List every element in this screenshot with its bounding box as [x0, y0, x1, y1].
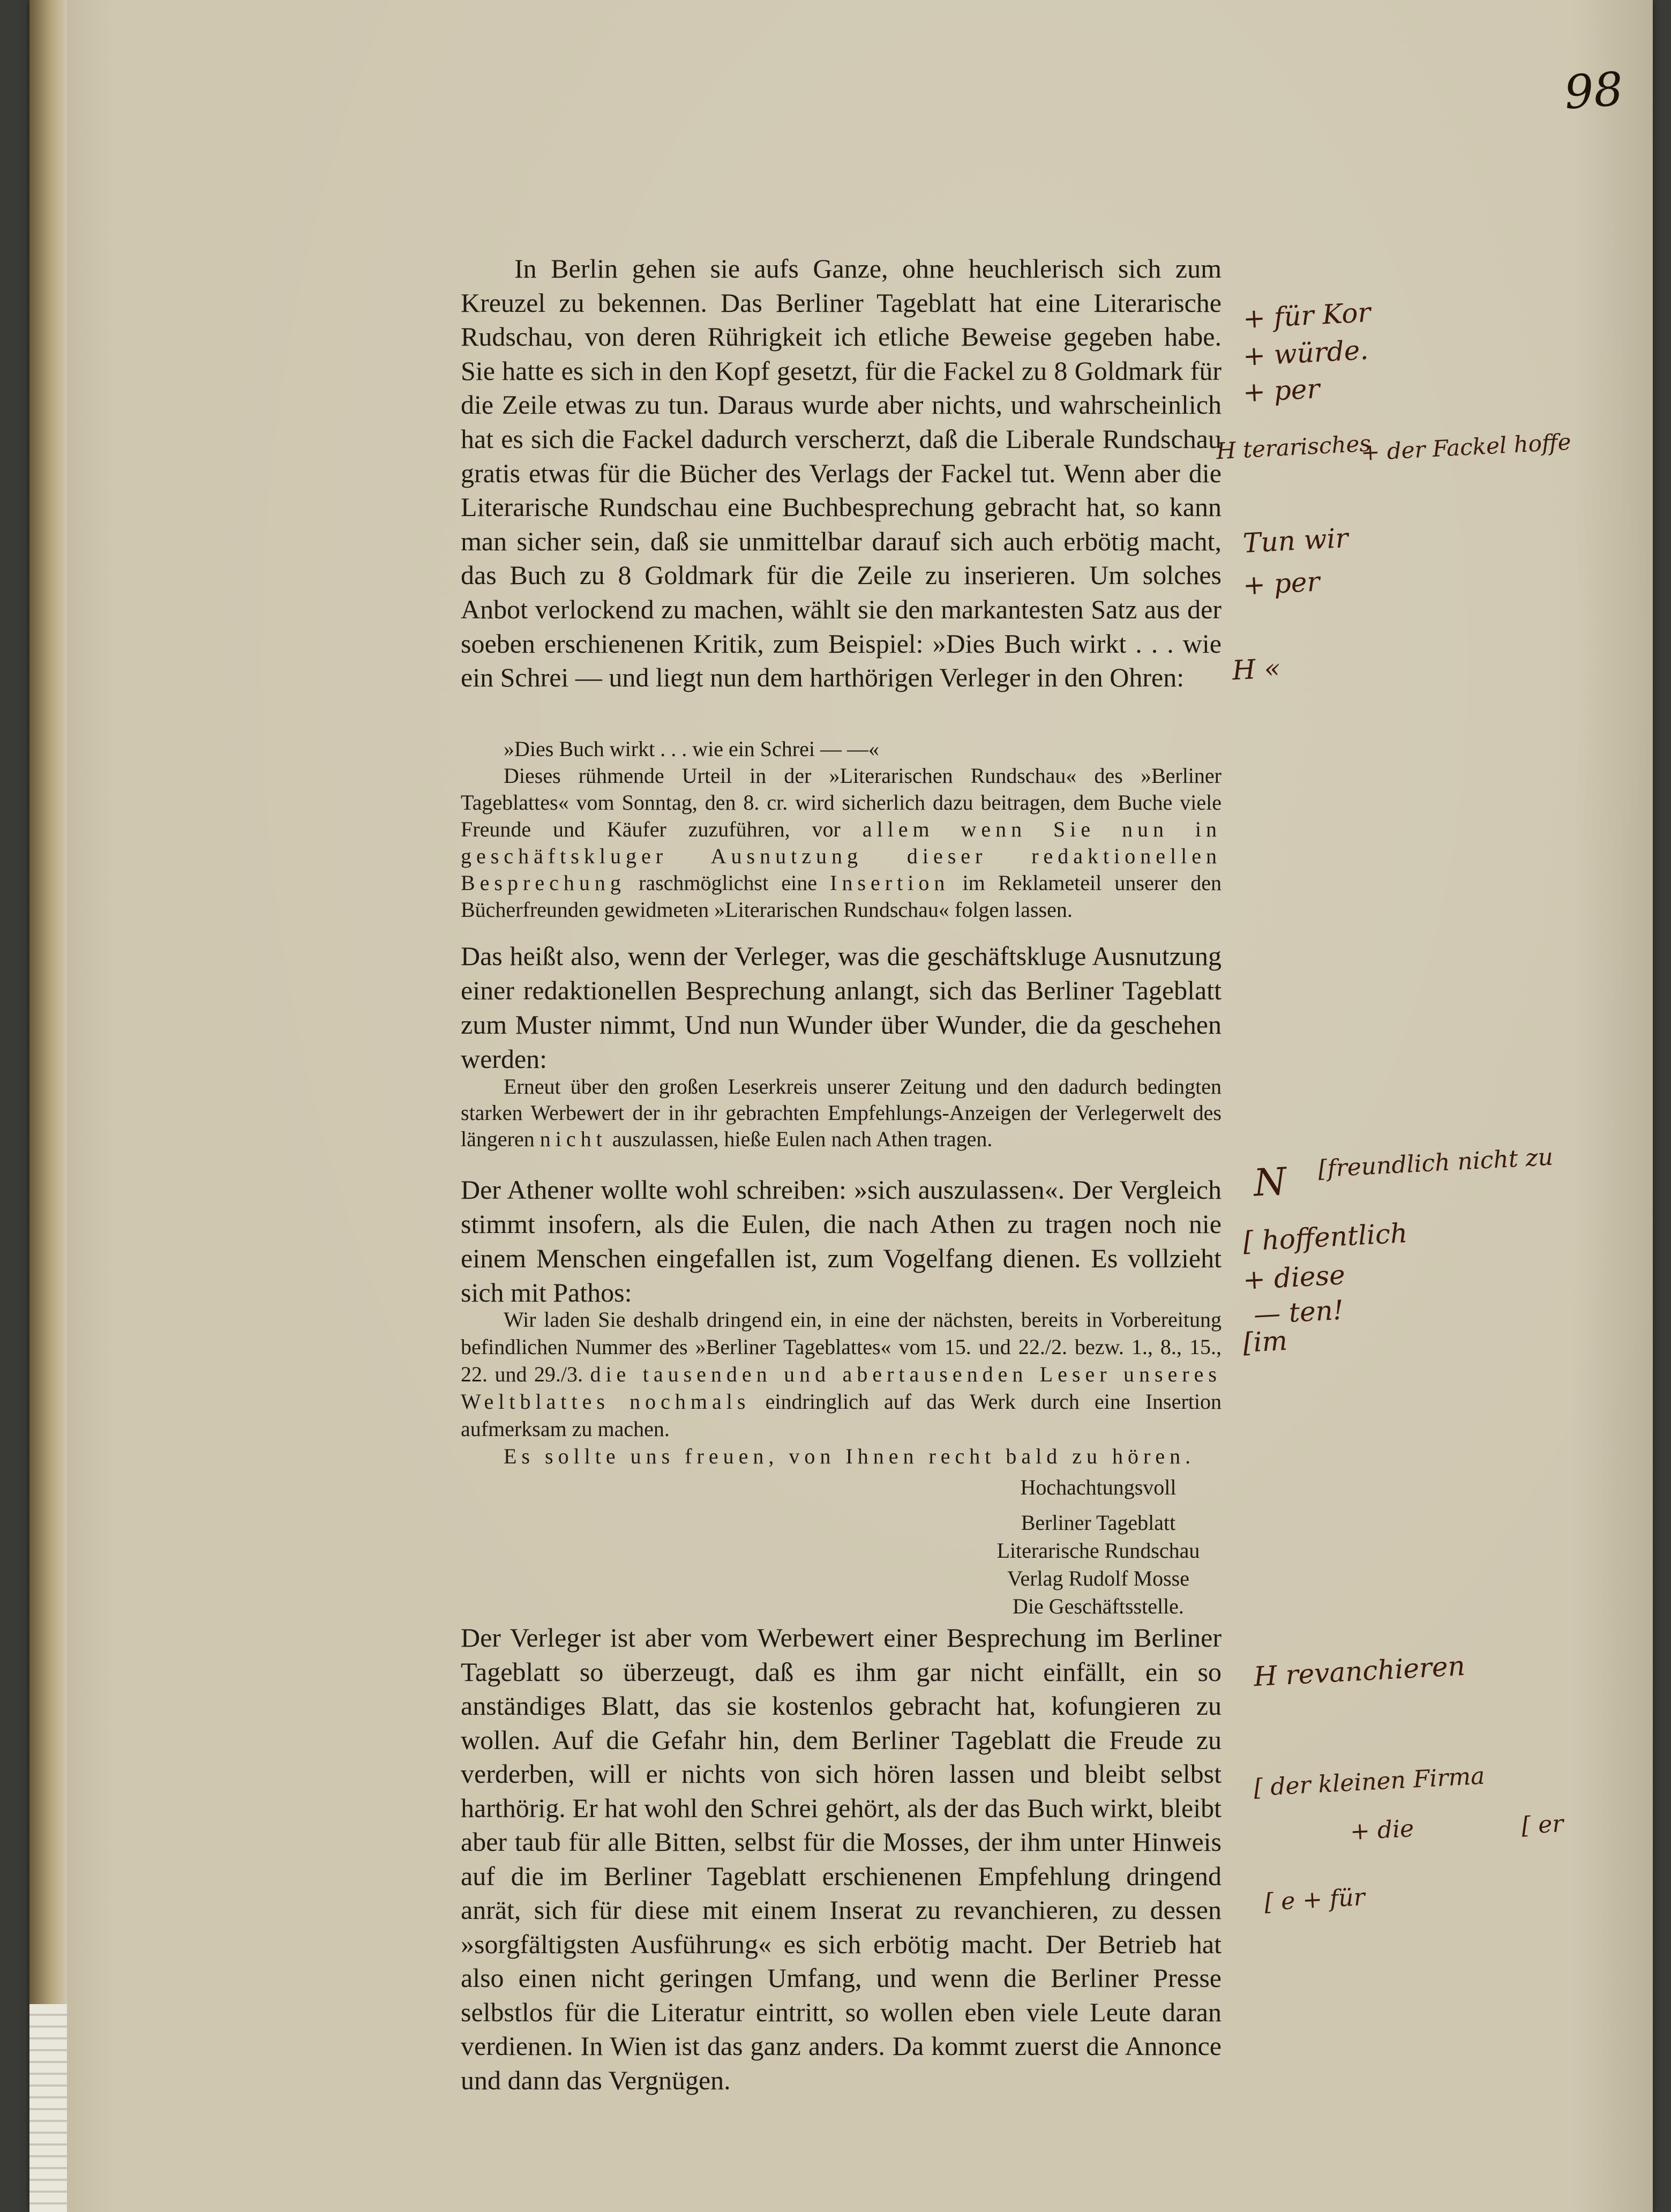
quote-3-closing: Es sollte uns freuen, von Ihnen recht bald zu hören.: [504, 1444, 1196, 1468]
margin-note: Tun wir: [1242, 522, 1349, 559]
margin-note: H «: [1231, 652, 1282, 686]
quote-1: [461, 736, 1222, 923]
margin-note: [ der kleinen Firma: [1253, 1762, 1486, 1802]
margin-note: — ten!: [1253, 1294, 1345, 1331]
margin-note: H terarisches: [1215, 430, 1372, 465]
margin-note: + per: [1242, 566, 1321, 601]
margin-note: + die: [1349, 1814, 1415, 1846]
quote-3-text-a: Wir laden Sie deshalb dringend ein, in eine der nächsten, bereits in Vorbereitung befindlichen Nummer des »Berliner Tageblattes« vom 15. und 22./2. bezw. 1., 8., 15., 22. und 29./3.: [461, 1307, 1222, 1386]
quote-2-spaced: nicht: [539, 1127, 607, 1151]
quote-1-text-a: Dieses rühmende Urteil in der »Literarischen Rundschau« des »Berliner Tageblattes« vom Sonntag, den 8. cr. wird sicherlich dazu beitragen, dem Buche viele Freunde und Käufer zuzuführen, vor: [461, 764, 1222, 841]
margin-note: [freundlich nicht zu: [1317, 1143, 1554, 1183]
quote-1-headline: »Dies Buch wirkt . . . wie ein Schrei — —«: [504, 737, 879, 761]
signature-line: Berliner Tageblatt: [1021, 1511, 1176, 1535]
signature-line: Die Geschäftsstelle.: [1013, 1594, 1184, 1618]
paragraph-4: Der Verleger ist aber vom Werbewert einer Besprechung im Berliner Tageblatt so überzeugt, daß es ihm gar nicht einfällt, ein so anständiges Blatt, das sie kostenlos gebracht hat, kofungieren zu wollen. Auf die Gefahr hin, dem Berliner Tageblatt die Freude zu verderben, will er nichts von sich hören lassen und bleibt selbst harthörig. Er hat wohl den Schrei gehört, als der das Buch wirkt, bleibt aber taub für alle Bitten, selbst für die Mosses, der ihm unter Hinweis auf die im Berliner Tageblatt erschienenen Empfehlung dringend anrät, sich für diese mit einem Inserat zu revanchieren, zu dessen »sorgfältigsten Ausführung« es sich erbötig macht. Der Betrieb hat also einen nicht geringen Umfang, und wenn die Berliner Presse selbstlos für die Literatur eintritt, so wollen eben viele Leute daran verdienen. In Wien ist das ganz anders. Da kommt zuerst die Annonce und dann das Vergnügen.: [461, 1623, 1222, 2095]
quote-1-body: [461, 763, 1222, 923]
margin-note: + würde.: [1242, 334, 1369, 372]
folio-number: 98: [1562, 62, 1625, 120]
quote-1-spaced-a: allem wenn Sie nun in geschäftskluger Ausnutzung dieser redaktionellen Besprechung: [461, 817, 1222, 895]
signature-line: Hochachtungsvoll: [1020, 1475, 1177, 1499]
quote-2: [461, 1073, 1222, 1152]
quote-1-text-c: im Reklameteil unserer den Bücherfreunden gewidmeten »Literarischen Rundschau« folgen lassen.: [461, 871, 1222, 922]
quote-3-body: [461, 1306, 1222, 1443]
signature-line: Verlag Rudolf Mosse: [1007, 1566, 1189, 1590]
quote-2-text-b: auszulassen, hieße Eulen nach Athen tragen.: [612, 1127, 993, 1151]
margin-note: N: [1252, 1159, 1288, 1205]
quote-1-spaced-b: Insertion: [830, 871, 950, 895]
margin-note: [ e + für: [1263, 1884, 1366, 1916]
margin-note: [im: [1242, 1325, 1288, 1359]
quote-3: [461, 1306, 1222, 1470]
signature-line: Literarische Rundschau: [996, 1538, 1200, 1563]
paragraph-1: In Berlin gehen sie aufs Ganze, ohne heuchlerisch sich zum Kreuzel zu bekennen. Das Berliner Tageblatt hat eine Literarische Rudschau, von deren Rührigkeit ich etliche Beweise gegeben habe. Sie hatte es sich in den Kopf gesetzt, für die Fackel zu 8 Goldmark für die Zeile etwas zu tun. Daraus wurde aber nichts, und wahrscheinlich hat es sich die Fackel dadurch verscherzt, daß die Liberale Rundschau gratis etwas für die Bücher des Verlags der Fackel tut. Wenn aber die Literarische Rundschau eine Buchbesprechung gebracht hat, so kann man sicher sein, daß sie unmittelbar darauf sich auch erbötig macht, das Buch zu 8 Goldmark für die Zeile zu inserieren. Um solches Anbot verlockend zu machen, wählt sie den markantesten Satz aus der soeben erschienenen Kritik, zum Beispiel: »Dies Buch wirkt . . . wie ein Schrei — und liegt nun dem harthörigen Verleger in den Ohren:: [461, 253, 1222, 693]
quote-3-text-b: eindringlich auf das Werk durch eine Insertion aufmerksam zu machen.: [461, 1389, 1222, 1441]
binding-strip: [29, 2004, 67, 2212]
handwritten-margin-notes: [1215, 0, 1671, 2212]
margin-note: [ hoffentlich: [1242, 1217, 1408, 1257]
page-gutter: [29, 0, 67, 2212]
paragraph-2: Das heißt also, wenn der Verleger, was die geschäftskluge Ausnutzung einer redaktionellen Besprechung anlangt, sich das Berliner Tageblatt zum Muster nimmt, Und nun Wunder über Wunder, die da geschehen werden:: [461, 941, 1222, 1074]
quote-2-text-a: Erneut über den großen Leserkreis unserer Zeitung und den dadurch bedingten starken Werbewert der in ihr gebrachten Empfehlungs-Anzeigen der Verlegerwelt des längeren: [461, 1074, 1222, 1151]
signature-block: [975, 1474, 1222, 1620]
margin-note: + der Fackel hoffe: [1360, 428, 1572, 466]
margin-note: H revanchieren: [1253, 1650, 1466, 1693]
margin-note: + diese: [1242, 1259, 1346, 1296]
margin-note: + für Kor: [1242, 296, 1372, 335]
quote-1-text-b: raschmöglichst eine: [639, 871, 817, 895]
margin-note: + per: [1242, 373, 1321, 408]
quote-3-spaced: die tausenden und abertausenden Leser unseres Weltblattes nochmals: [461, 1362, 1222, 1414]
margin-note: [ er: [1520, 1810, 1564, 1840]
paragraph-3: Der Athener wollte wohl schreiben: »sich auszulassen«. Der Vergleich stimmt insofern, als die Eulen, die nach Athen zu tragen noch nie einem Menschen eingefallen ist, zum Vogelfang dienen. Es vollzieht sich mit Pathos:: [461, 1175, 1222, 1307]
